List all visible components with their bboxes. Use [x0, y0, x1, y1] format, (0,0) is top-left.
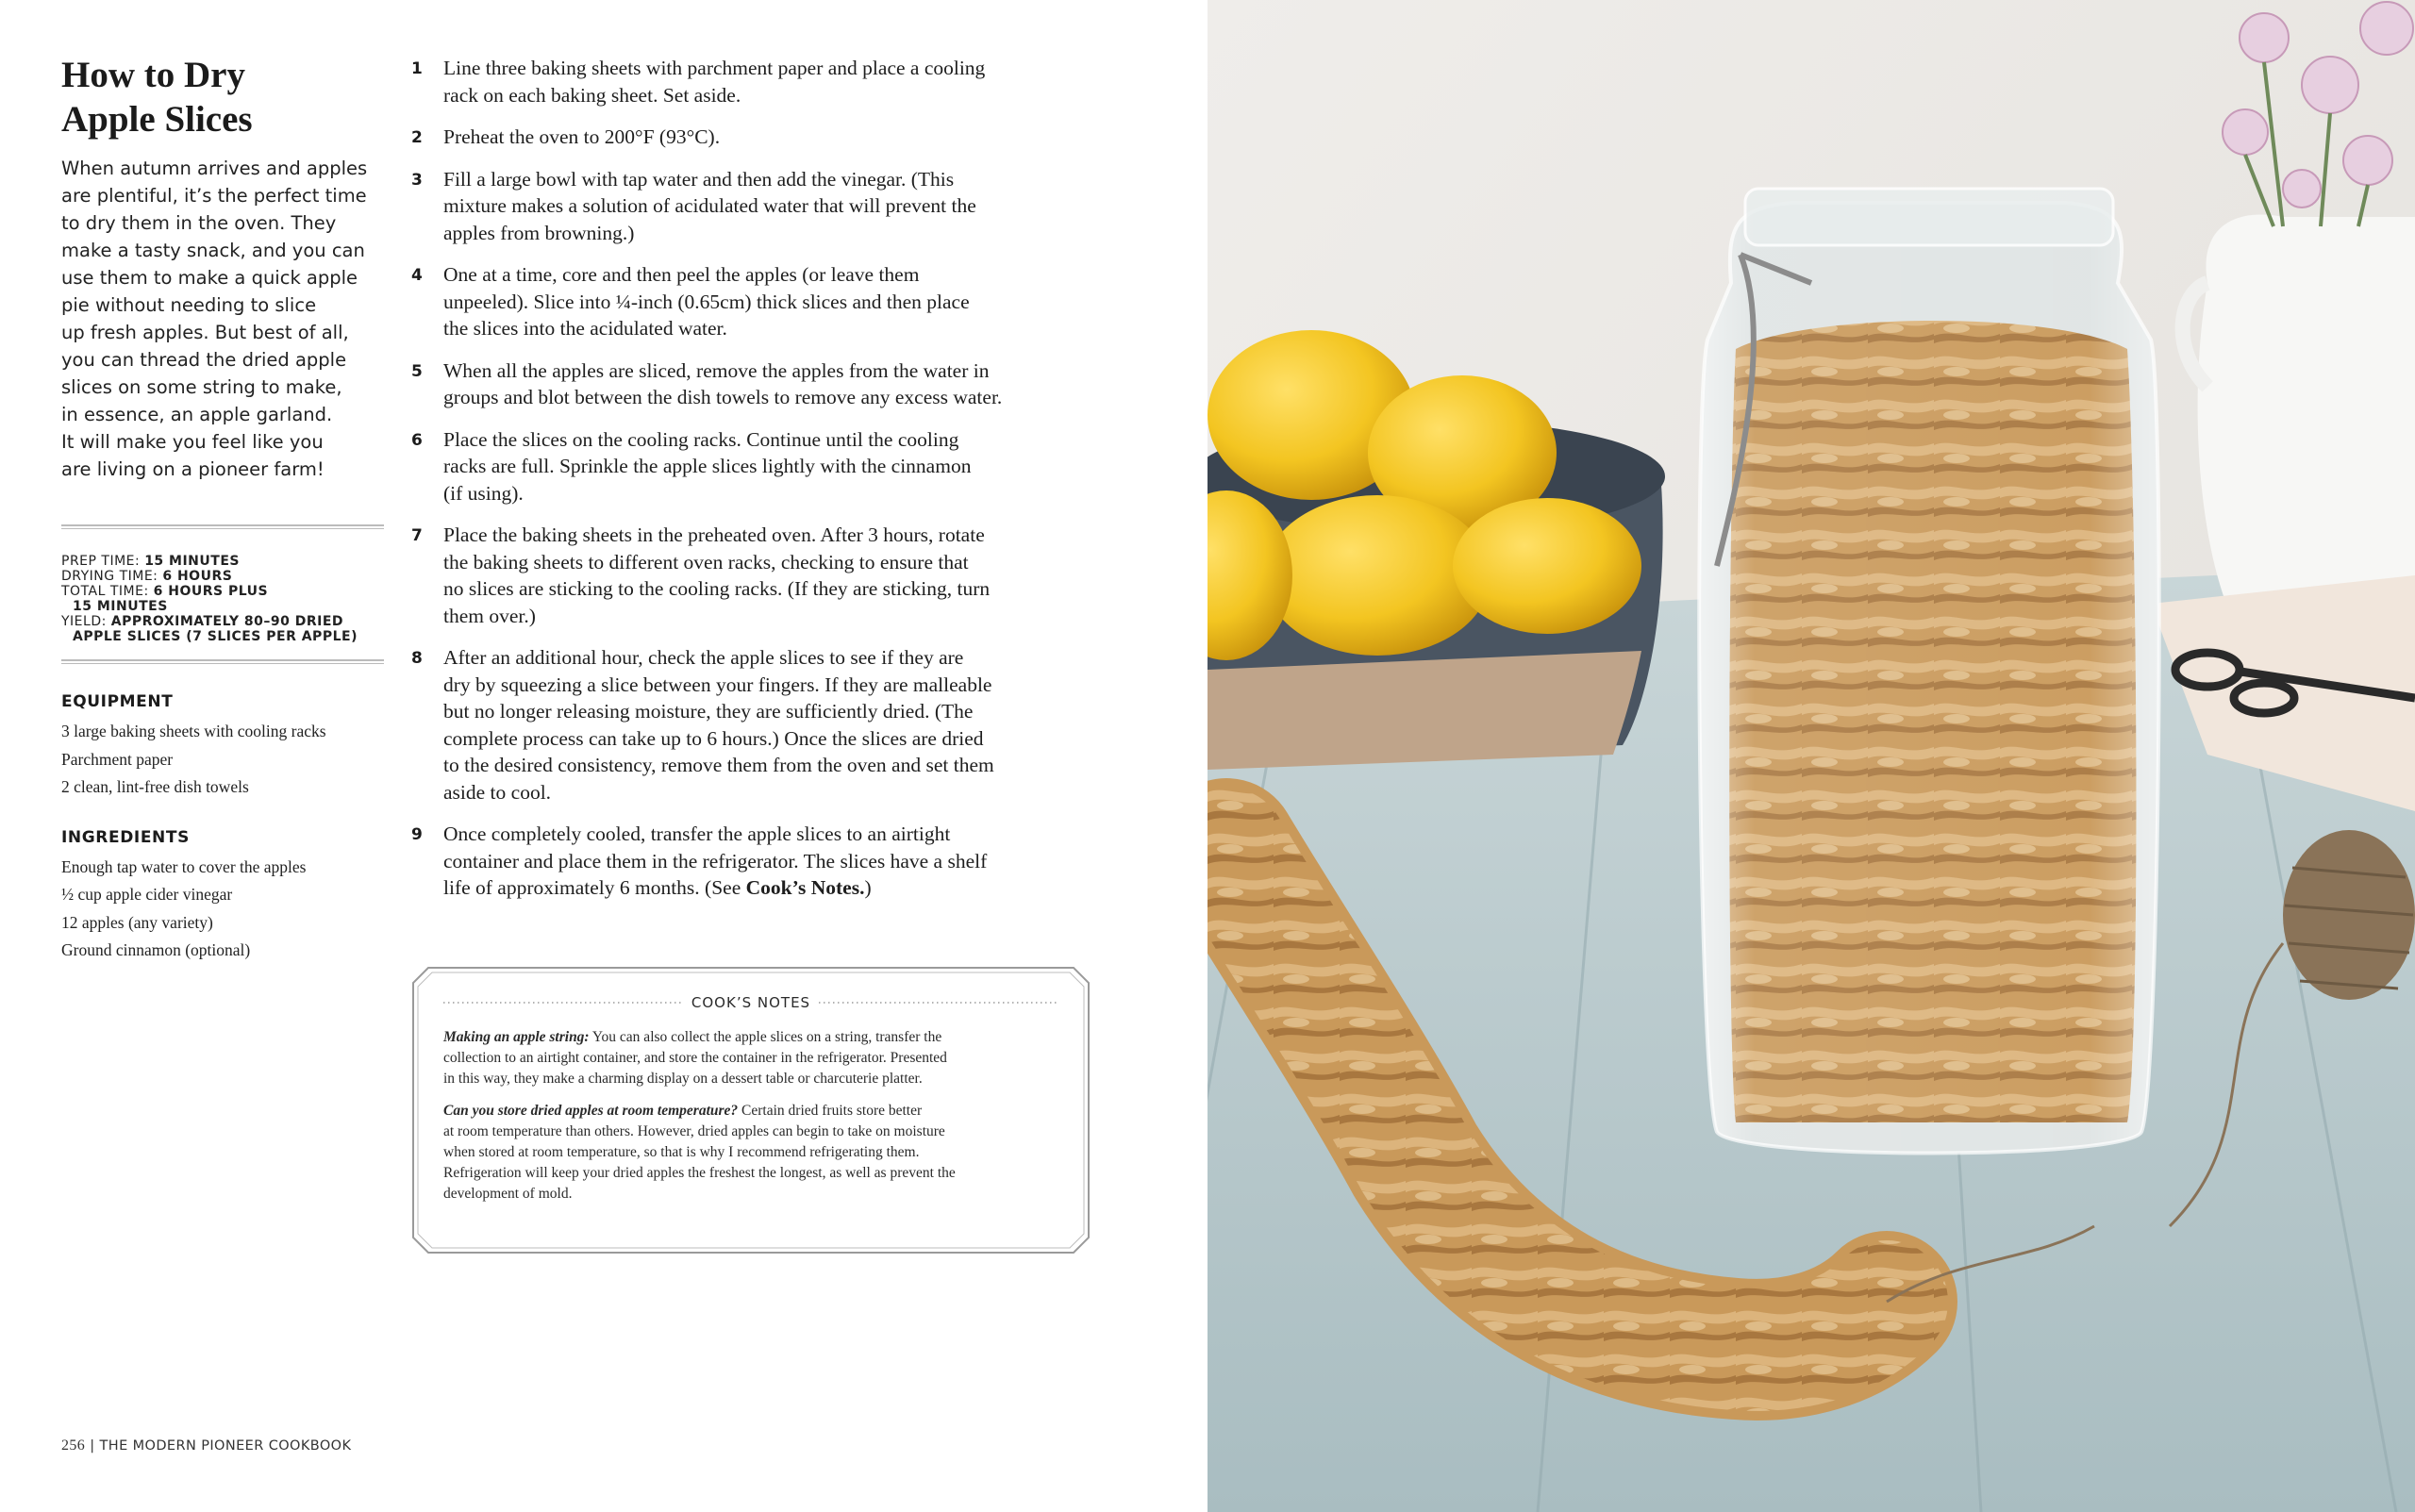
step-4 — [411, 261, 1091, 342]
step-line: but no longer releasing moisture, they are sufficiently dried. (The — [443, 700, 974, 723]
jar-lid — [1745, 189, 2113, 245]
intro-line: are plentiful, it’s the perfect time — [61, 185, 367, 207]
step-line: Preheat the oven to 200°F (93°C). — [443, 125, 721, 148]
note-text: You can also collect the apple slices on a string, transfer the — [589, 1029, 942, 1045]
intro-line: you can thread the dried apple — [61, 349, 347, 371]
note-line — [443, 1101, 1066, 1122]
step-8 — [411, 644, 1091, 806]
step-line: Once completely cooled, transfer the apple slices to an airtight — [443, 822, 951, 845]
total-time-label: TOTAL TIME: — [61, 584, 149, 599]
step-number: 2 — [411, 128, 423, 147]
step-number: 8 — [411, 649, 423, 668]
cooks-note — [443, 1101, 1066, 1205]
note-line: in this way, they make a charming display on a dessert table or charcuterie platter. — [443, 1071, 923, 1087]
step-line: the baking sheets to different oven racks, checking to ensure that — [443, 550, 969, 573]
step-line: After an additional hour, check the apple slices to see if they are — [443, 646, 964, 669]
step-line: groups and blot between the dish towels to remove any excess water. — [443, 386, 1003, 408]
step-line: Fill a large bowl with tap water and then add the vinegar. (This — [443, 167, 955, 191]
list-item: Ground cinnamon (optional) — [61, 940, 251, 959]
step-2 — [411, 124, 1091, 151]
step-line: (if using). — [443, 481, 524, 505]
step-number: 6 — [411, 430, 423, 450]
glass-jar — [1699, 189, 2158, 1154]
ingredients-heading: INGREDIENTS — [61, 827, 190, 847]
equipment-heading: EQUIPMENT — [61, 692, 174, 711]
list-item: 2 clean, lint-free dish towels — [61, 777, 249, 796]
intro-line: When autumn arrives and apples — [61, 158, 368, 179]
equipment-list — [61, 718, 384, 802]
step-7 — [411, 522, 1091, 629]
step-3 — [411, 166, 1091, 247]
prep-time — [61, 554, 384, 569]
divider-rule — [61, 524, 384, 529]
book-title: THE MODERN PIONEER COOKBOOK — [99, 1438, 352, 1454]
yield-value-cont: APPLE SLICES (7 SLICES PER APPLE) — [73, 629, 358, 644]
drying-time-value: 6 HOURS — [162, 569, 233, 584]
divider-rule — [61, 659, 384, 664]
list-item: ½ cup apple cider vinegar — [61, 885, 233, 904]
yield-value: APPROXIMATELY 80–90 DRIED — [110, 614, 344, 629]
dried-apples-photo — [1208, 0, 2415, 1512]
recipe-times — [61, 554, 384, 644]
step-line: no slices are sticking to the cooling racks. (If they are sticking, turn — [443, 577, 991, 600]
yield-label: YIELD: — [61, 614, 107, 629]
list-item: Parchment paper — [61, 749, 174, 769]
cooks-notes-box — [411, 966, 1091, 1254]
note-line: development of mold. — [443, 1186, 573, 1202]
recipe-title-line: Apple Slices — [61, 99, 253, 140]
intro-line: to dry them in the oven. They — [61, 212, 337, 234]
step-line: Line three baking sheets with parchment paper and place a cooling — [443, 57, 986, 79]
step-line: racks are full. Sprinkle the apple slices lightly with the cinnamon — [443, 455, 972, 477]
note-title: Can you store dried apples at room temperature? — [443, 1103, 739, 1119]
step-text: life of approximately 6 months. (See — [443, 876, 746, 899]
step-number: 1 — [411, 59, 423, 78]
page-number: 256 — [61, 1437, 86, 1454]
step-line: them over.) — [443, 604, 536, 627]
step-line: mixture makes a solution of acidulated water that will prevent the — [443, 194, 976, 217]
total-time-value-cont: 15 MINUTES — [73, 599, 168, 614]
cooks-notes-heading: COOK’S NOTES — [691, 994, 811, 1011]
recipe-title-line: How to Dry — [61, 55, 245, 95]
note-title: Making an apple string: — [443, 1029, 590, 1045]
step-number: 5 — [411, 361, 423, 381]
drying-time-label: DRYING TIME: — [61, 569, 158, 584]
intro-line: in essence, an apple garland. — [61, 404, 333, 425]
step-line — [443, 874, 1091, 902]
note-line: when stored at room temperature, so that is why I recommend refrigerating them. — [443, 1144, 920, 1160]
note-line — [443, 1027, 1066, 1048]
step-line: container and place them in the refrigerator. The slices have a shelf — [443, 849, 988, 872]
step-number: 7 — [411, 526, 423, 545]
intro-line: are living on a pioneer farm! — [61, 458, 325, 480]
step-line: the slices into the acidulated water. — [443, 317, 727, 340]
total-time-value: 6 HOURS PLUS — [153, 584, 269, 599]
intro-line: pie without needing to slice — [61, 294, 317, 316]
step-9 — [411, 821, 1091, 902]
step-number: 3 — [411, 170, 423, 190]
list-item: 3 large baking sheets with cooling racks — [61, 722, 326, 740]
step-line: dry by squeezing a slice between your fingers. If they are malleable — [443, 673, 992, 696]
intro-line: slices on some string to make, — [61, 376, 342, 398]
step-line: complete process can take up to 6 hours.) Once the slices are dried — [443, 726, 984, 750]
intro-line: make a tasty snack, and you can — [61, 240, 365, 261]
list-item: Enough tap water to cover the apples — [61, 856, 307, 876]
cooks-note — [443, 1027, 1066, 1089]
step-number: 4 — [411, 266, 423, 285]
yield — [61, 614, 384, 629]
note-text: Certain dried fruits store better — [738, 1103, 923, 1119]
page-footer — [61, 1437, 351, 1454]
prep-time-value: 15 MINUTES — [144, 554, 240, 569]
step-text: ) — [864, 876, 872, 899]
method-steps — [411, 55, 1091, 917]
intro-line: up fresh apples. But best of all, — [61, 322, 349, 343]
note-line: collection to an airtight container, and store the container in the refrigerator. Presented — [443, 1050, 947, 1066]
ingredients-list — [61, 854, 384, 965]
cooks-notes-body — [443, 1027, 1066, 1216]
intro-line: It will make you feel like you — [61, 431, 324, 453]
note-line: at room temperature than others. However, dried apples can begin to take on moisture — [443, 1123, 945, 1139]
cooks-notes-reference: Cook’s Notes. — [745, 876, 865, 899]
step-line: One at a time, core and then peel the apples (or leave them — [443, 263, 920, 286]
step-line: rack on each baking sheet. Set aside. — [443, 83, 741, 107]
step-line: unpeeled). Slice into ¼-inch (0.65cm) thick slices and then place — [443, 290, 970, 313]
recipe-title — [61, 53, 384, 141]
note-line: Refrigeration will keep your dried apples the freshest the longest, as well as prevent the — [443, 1165, 956, 1181]
step-line: When all the apples are sliced, remove the apples from the water in — [443, 358, 990, 382]
recipe-photo — [1208, 0, 2415, 1512]
recipe-sidebar — [61, 53, 384, 965]
step-line: to the desired consistency, remove them from the oven and set them — [443, 754, 994, 776]
step-5 — [411, 357, 1091, 411]
drying-time — [61, 569, 384, 584]
step-line: Place the slices on the cooling racks. Continue until the cooling — [443, 427, 959, 451]
step-line: aside to cool. — [443, 780, 552, 804]
step-number: 9 — [411, 825, 423, 844]
prep-time-label: PREP TIME: — [61, 554, 141, 569]
intro-line: use them to make a quick apple — [61, 267, 358, 289]
step-6 — [411, 426, 1091, 507]
recipe-intro — [61, 155, 384, 483]
step-1 — [411, 55, 1091, 108]
step-line: apples from browning.) — [443, 221, 635, 244]
list-item: 12 apples (any variety) — [61, 912, 213, 932]
total-time — [61, 584, 384, 599]
step-line: Place the baking sheets in the preheated oven. After 3 hours, rotate — [443, 523, 985, 546]
footer-separator: | — [85, 1438, 100, 1454]
